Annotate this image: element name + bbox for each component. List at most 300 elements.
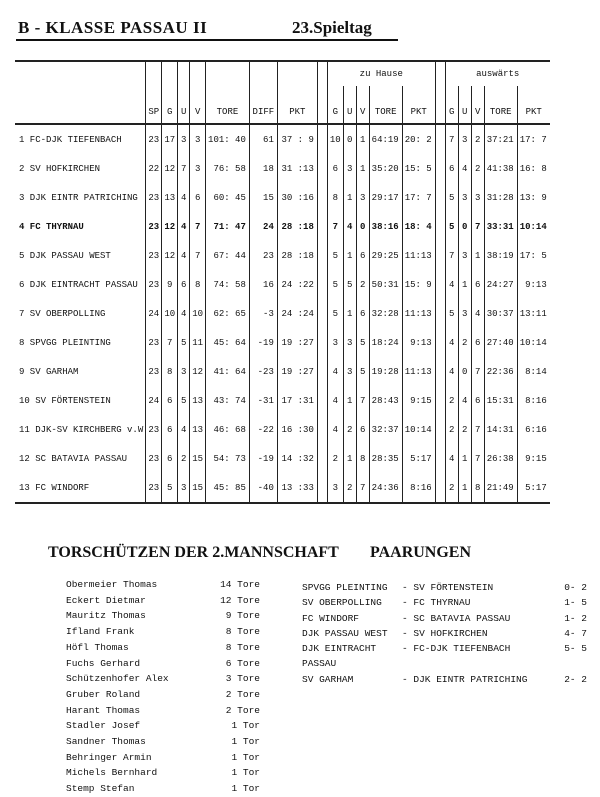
cell-u: 4 [178, 299, 190, 328]
team-name: 10 SV FÖRTENSTEIN [19, 395, 111, 406]
cell-g: 8 [162, 357, 178, 386]
cell-pkt: 24 :24 [277, 299, 317, 328]
scorer-name: Mauritz Thomas [66, 610, 146, 622]
cell-sp: 24 [146, 299, 162, 328]
cell-htore: 29:17 [369, 183, 402, 212]
col-header: G [327, 86, 343, 124]
team-name: 4 FC THYRNAU [19, 221, 84, 232]
cell-ag: 7 [445, 241, 458, 270]
pairing-away: - FC THYRNAU [402, 597, 471, 609]
pairing-result: 0- 2 [564, 582, 587, 593]
cell-hg: 6 [327, 154, 343, 183]
away-group-label: auswärts [445, 61, 550, 86]
cell-hv: 3 [356, 183, 369, 212]
team-name: 8 SPVGG PLEINTING [19, 337, 111, 348]
home-group-label: zu Hause [327, 61, 435, 86]
scorer-name: Höfl Thomas [66, 641, 129, 653]
team-name: 5 DJK PASSAU WEST [19, 250, 111, 261]
cell-ag: 6 [445, 154, 458, 183]
scorer-name: Sandner Thomas [66, 736, 146, 748]
cell-hu: 3 [343, 328, 356, 357]
scorer-name: Gruber Roland [66, 688, 141, 700]
cell-hpkt: 15: 5 [402, 154, 435, 183]
cell-v: 8 [190, 270, 206, 299]
cell-atore: 37:21 [484, 124, 517, 154]
cell-htore: 29:25 [369, 241, 402, 270]
cell-diff: -22 [249, 415, 277, 444]
scorer-goals: 2 Tore [225, 688, 260, 700]
cell-u: 4 [178, 183, 190, 212]
cell-g: 6 [162, 444, 178, 473]
league-title: B - KLASSE PASSAU II [18, 18, 208, 37]
cell-apkt: 9:13 [517, 270, 550, 299]
cell-hu: 1 [343, 299, 356, 328]
cell-atore: 30:37 [484, 299, 517, 328]
cell-htore: 35:20 [369, 154, 402, 183]
cell-ag: 4 [445, 328, 458, 357]
pairing-home: DJK EINTRACHT PASSAU [302, 643, 377, 670]
cell-diff: -31 [249, 386, 277, 415]
cell-g: 5 [162, 473, 178, 503]
team-name: 1 FC-DJK TIEFENBACH [19, 134, 122, 145]
scorer-row [66, 703, 260, 719]
col-header: TORE [369, 86, 402, 124]
table-row [15, 241, 550, 270]
cell-av: 7 [471, 357, 484, 386]
cell-hg: 8 [327, 183, 343, 212]
cell-u: 6 [178, 270, 190, 299]
cell-hu: 2 [343, 415, 356, 444]
cell-atore: 22:36 [484, 357, 517, 386]
cell-atore: 38:19 [484, 241, 517, 270]
cell-v: 7 [190, 212, 206, 241]
cell-hv: 2 [356, 270, 369, 299]
cell-sp: 24 [146, 386, 162, 415]
cell-au: 3 [458, 183, 471, 212]
cell-g: 9 [162, 270, 178, 299]
cell-g: 10 [162, 299, 178, 328]
team-name: 9 SV GARHAM [19, 366, 79, 377]
col-header: DIFF [249, 86, 277, 124]
scorer-name: Harant Thomas [66, 704, 141, 716]
cell-hv: 6 [356, 415, 369, 444]
scorer-row [66, 687, 260, 703]
cell-av: 3 [471, 183, 484, 212]
cell-pkt: 13 :33 [277, 473, 317, 503]
cell-htore: 28:35 [369, 444, 402, 473]
cell-hu: 2 [343, 473, 356, 503]
cell-g: 12 [162, 212, 178, 241]
cell-hu: 3 [343, 154, 356, 183]
cell-pkt: 37 : 9 [277, 124, 317, 154]
cell-htore: 24:36 [369, 473, 402, 503]
scorer-name: Fuchs Gerhard [66, 657, 141, 669]
cell-u: 4 [178, 241, 190, 270]
table-row [15, 328, 550, 357]
pairing-away: - FC-DJK TIEFENBACH [402, 643, 511, 655]
cell-av: 8 [471, 473, 484, 503]
cell-diff: 18 [249, 154, 277, 183]
pairing-result: 1- 5 [564, 597, 587, 609]
cell-sp: 23 [146, 270, 162, 299]
table-row [15, 357, 550, 386]
cell-v: 3 [190, 124, 206, 154]
table-row [15, 183, 550, 212]
cell-g: 17 [162, 124, 178, 154]
cell-hv: 5 [356, 357, 369, 386]
scorer-goals: 1 Tor [231, 736, 260, 748]
pairing-away: - SV HOFKIRCHEN [402, 627, 488, 639]
col-header: TORE [484, 86, 517, 124]
cell-au: 0 [458, 212, 471, 241]
cell-ag: 5 [445, 183, 458, 212]
cell-ag: 4 [445, 357, 458, 386]
col-header: G [162, 86, 178, 124]
cell-htore: 32:37 [369, 415, 402, 444]
cell-ag: 2 [445, 415, 458, 444]
scorer-goals: 3 Tore [225, 673, 260, 685]
cell-pkt: 31 :13 [277, 154, 317, 183]
cell-g: 12 [162, 241, 178, 270]
scorer-row [66, 671, 260, 687]
cell-ag: 7 [445, 124, 458, 154]
cell-atore: 27:40 [484, 328, 517, 357]
cell-hg: 4 [327, 386, 343, 415]
cell-sp: 23 [146, 124, 162, 154]
team-name: 13 FC WINDORF [15, 473, 146, 503]
cell-pkt: 19 :27 [277, 357, 317, 386]
scorers-title: TORSCHÜTZEN DER 2.MANNSCHAFT [48, 544, 339, 561]
cell-diff: -3 [249, 299, 277, 328]
cell-av: 2 [471, 154, 484, 183]
cell-hg: 2 [327, 444, 343, 473]
cell-hg: 3 [327, 328, 343, 357]
cell-hpkt: 9:15 [402, 386, 435, 415]
scorer-row [66, 656, 260, 672]
scorer-name: Ifland Frank [66, 626, 135, 638]
cell-diff: 16 [249, 270, 277, 299]
pairing-home: SV OBERPOLLING [302, 597, 382, 609]
cell-hv: 1 [356, 154, 369, 183]
cell-htore: 38:16 [369, 212, 402, 241]
scorer-name: Eckert Dietmar [66, 594, 146, 606]
cell-apkt: 8:16 [517, 386, 550, 415]
cell-tore: 54: 73 [206, 444, 250, 473]
cell-hu: 1 [343, 241, 356, 270]
pairing-result: 2- 2 [564, 673, 587, 685]
cell-apkt: 10:14 [517, 328, 550, 357]
pairing-result: 4- 7 [564, 627, 587, 639]
cell-au: 2 [458, 328, 471, 357]
cell-tore: 46: 68 [206, 415, 250, 444]
cell-hv: 7 [356, 386, 369, 415]
cell-au: 1 [458, 270, 471, 299]
cell-htore: 28:43 [369, 386, 402, 415]
cell-htore: 50:31 [369, 270, 402, 299]
scorer-row [66, 593, 260, 609]
cell-diff: 61 [249, 124, 277, 154]
cell-tore: 71: 47 [206, 212, 250, 241]
cell-tore: 45: 85 [206, 473, 250, 503]
cell-pkt: 28 :18 [277, 212, 317, 241]
cell-g: 6 [162, 386, 178, 415]
scorer-goals: 12 Tore [220, 594, 260, 606]
cell-sp: 23 [146, 444, 162, 473]
scorer-goals: 6 Tore [225, 657, 260, 669]
cell-htore: 32:28 [369, 299, 402, 328]
scorers-list [66, 577, 260, 797]
cell-hpkt: 11:13 [402, 299, 435, 328]
cell-apkt: 10:14 [517, 212, 550, 241]
cell-diff: -40 [249, 473, 277, 503]
cell-hpkt: 11:13 [402, 357, 435, 386]
table-group-header-row [15, 61, 550, 86]
table-row [15, 212, 550, 241]
cell-hu: 1 [343, 444, 356, 473]
cell-hg: 5 [327, 299, 343, 328]
cell-sp: 23 [146, 415, 162, 444]
cell-hu: 4 [343, 212, 356, 241]
table-row [15, 154, 550, 183]
cell-hpkt: 10:14 [402, 415, 435, 444]
cell-av: 7 [471, 415, 484, 444]
col-header: V [190, 86, 206, 124]
cell-ag: 4 [445, 444, 458, 473]
scorer-row [66, 718, 260, 734]
cell-au: 4 [458, 154, 471, 183]
cell-g: 13 [162, 183, 178, 212]
cell-av: 1 [471, 241, 484, 270]
scorer-row [66, 765, 260, 781]
cell-hv: 5 [356, 328, 369, 357]
col-header: PKT [517, 86, 550, 124]
scorer-row [66, 750, 260, 766]
cell-u: 3 [178, 124, 190, 154]
scorer-goals: 8 Tore [225, 626, 260, 638]
col-header: V [356, 86, 369, 124]
cell-u: 3 [178, 357, 190, 386]
pairing-row [302, 641, 587, 672]
cell-pkt: 17 :31 [277, 386, 317, 415]
cell-hpkt: 9:13 [402, 328, 435, 357]
cell-hpkt: 8:16 [402, 473, 435, 503]
cell-atore: 24:27 [484, 270, 517, 299]
table-row [15, 444, 550, 473]
cell-hv: 6 [356, 299, 369, 328]
pairing-away: - DJK EINTR PATRICHING [402, 673, 528, 685]
cell-sp: 23 [146, 241, 162, 270]
cell-hg: 3 [327, 473, 343, 503]
league-table [15, 60, 550, 504]
scorer-goals: 2 Tore [225, 704, 260, 716]
col-header: PKT [402, 86, 435, 124]
cell-au: 0 [458, 357, 471, 386]
scorer-name: Obermeier Thomas [66, 579, 158, 590]
cell-au: 3 [458, 241, 471, 270]
pairing-away: - SC BATAVIA PASSAU [402, 612, 511, 624]
cell-v: 13 [190, 386, 206, 415]
cell-apkt: 17: 7 [517, 124, 550, 154]
table-row [15, 473, 550, 503]
cell-au: 1 [458, 444, 471, 473]
cell-tore: 43: 74 [206, 386, 250, 415]
scorer-name: Michels Bernhard [66, 767, 158, 779]
cell-hv: 1 [356, 124, 369, 154]
cell-v: 6 [190, 183, 206, 212]
team-name: 3 DJK EINTR PATRICHING [19, 192, 138, 203]
cell-g: 6 [162, 415, 178, 444]
cell-apkt: 9:15 [517, 444, 550, 473]
pairing-home: DJK PASSAU WEST [302, 627, 388, 639]
table-row [15, 386, 550, 415]
cell-diff: 23 [249, 241, 277, 270]
col-header: U [458, 86, 471, 124]
cell-pkt: 14 :32 [277, 444, 317, 473]
cell-hg: 5 [327, 270, 343, 299]
pairing-row [302, 611, 587, 626]
cell-u: 4 [178, 212, 190, 241]
cell-av: 6 [471, 328, 484, 357]
cell-hpkt: 18: 4 [402, 212, 435, 241]
cell-sp: 22 [146, 154, 162, 183]
table-row [15, 299, 550, 328]
scorer-name: Schützenhofer Alex [66, 673, 169, 685]
scorer-goals: 1 Tor [231, 720, 260, 732]
scorer-goals: 9 Tore [225, 610, 260, 622]
cell-diff: 24 [249, 212, 277, 241]
cell-v: 11 [190, 328, 206, 357]
cell-apkt: 13:11 [517, 299, 550, 328]
cell-hpkt: 5:17 [402, 444, 435, 473]
cell-sp: 23 [146, 212, 162, 241]
cell-au: 1 [458, 473, 471, 503]
cell-hv: 7 [356, 473, 369, 503]
cell-tore: 62: 65 [206, 299, 250, 328]
col-header: SP [146, 86, 162, 124]
cell-pkt: 16 :30 [277, 415, 317, 444]
cell-ag: 5 [445, 299, 458, 328]
cell-apkt: 13: 9 [517, 183, 550, 212]
cell-hpkt: 20: 2 [402, 124, 435, 154]
cell-sp: 23 [146, 357, 162, 386]
cell-hv: 8 [356, 444, 369, 473]
cell-atore: 31:28 [484, 183, 517, 212]
cell-hg: 4 [327, 415, 343, 444]
cell-apkt: 17: 5 [517, 241, 550, 270]
cell-v: 7 [190, 241, 206, 270]
scorer-name: Behringer Armin [66, 751, 152, 763]
pairing-row [302, 672, 587, 687]
cell-av: 4 [471, 299, 484, 328]
cell-diff: 15 [249, 183, 277, 212]
scorer-row [66, 624, 260, 640]
cell-hu: 1 [343, 386, 356, 415]
scorer-goals: 1 Tor [231, 783, 260, 795]
cell-atore: 41:38 [484, 154, 517, 183]
cell-hu: 1 [343, 183, 356, 212]
cell-hpkt: 15: 9 [402, 270, 435, 299]
cell-atore: 21:49 [484, 473, 517, 503]
cell-ag: 2 [445, 386, 458, 415]
cell-v: 3 [190, 154, 206, 183]
cell-ag: 5 [445, 212, 458, 241]
cell-apkt: 16: 8 [517, 154, 550, 183]
cell-u: 5 [178, 386, 190, 415]
cell-apkt: 5:17 [517, 473, 550, 503]
cell-sp: 23 [146, 183, 162, 212]
pairing-home: SV GARHAM [302, 673, 354, 685]
cell-av: 6 [471, 270, 484, 299]
cell-pkt: 28 :18 [277, 241, 317, 270]
team-name: 11 DJK-SV KIRCHBERG v.W [19, 424, 144, 435]
cell-tore: 41: 64 [206, 357, 250, 386]
col-header: G [445, 86, 458, 124]
cell-atore: 14:31 [484, 415, 517, 444]
scorer-name: Stemp Stefan [66, 783, 135, 795]
table-row [15, 124, 550, 154]
cell-au: 3 [458, 124, 471, 154]
scorer-goals: 8 Tore [225, 641, 260, 653]
cell-au: 2 [458, 415, 471, 444]
pairing-home: FC WINDORF [302, 612, 360, 624]
scorer-row [66, 781, 260, 797]
cell-av: 7 [471, 444, 484, 473]
cell-diff: -19 [249, 444, 277, 473]
col-header: U [343, 86, 356, 124]
cell-av: 6 [471, 386, 484, 415]
cell-tore: 101: 40 [206, 124, 250, 154]
cell-hg: 10 [327, 124, 343, 154]
scorer-row [66, 608, 260, 624]
cell-v: 12 [190, 357, 206, 386]
cell-ag: 4 [445, 270, 458, 299]
cell-htore: 18:24 [369, 328, 402, 357]
cell-hu: 3 [343, 357, 356, 386]
cell-hv: 6 [356, 241, 369, 270]
cell-apkt: 6:16 [517, 415, 550, 444]
cell-hpkt: 17: 7 [402, 183, 435, 212]
cell-u: 2 [178, 444, 190, 473]
cell-diff: -23 [249, 357, 277, 386]
cell-au: 3 [458, 299, 471, 328]
cell-hpkt: 11:13 [402, 241, 435, 270]
cell-au: 4 [458, 386, 471, 415]
pairings-list [302, 580, 587, 687]
pairing-result: 5- 5 [564, 643, 587, 655]
cell-hv: 0 [356, 212, 369, 241]
col-header: TORE [206, 86, 250, 124]
cell-hg: 7 [327, 212, 343, 241]
col-header: PKT [277, 86, 317, 124]
cell-u: 3 [178, 473, 190, 503]
cell-g: 12 [162, 154, 178, 183]
cell-av: 7 [471, 212, 484, 241]
col-header: V [471, 86, 484, 124]
scorer-row [66, 734, 260, 750]
header-rule [16, 39, 398, 41]
pairing-result: 1- 2 [564, 612, 587, 624]
cell-u: 4 [178, 415, 190, 444]
cell-sp: 23 [146, 473, 162, 503]
scorer-goals: 1 Tor [231, 767, 260, 779]
cell-v: 13 [190, 415, 206, 444]
pairing-row [302, 595, 587, 610]
cell-tore: 67: 44 [206, 241, 250, 270]
matchday-label: 23.Spieltag [292, 18, 372, 37]
scorer-goals: 14 Tore [220, 579, 260, 590]
cell-av: 2 [471, 124, 484, 154]
pairing-home: SPVGG PLEINTING [302, 582, 388, 593]
